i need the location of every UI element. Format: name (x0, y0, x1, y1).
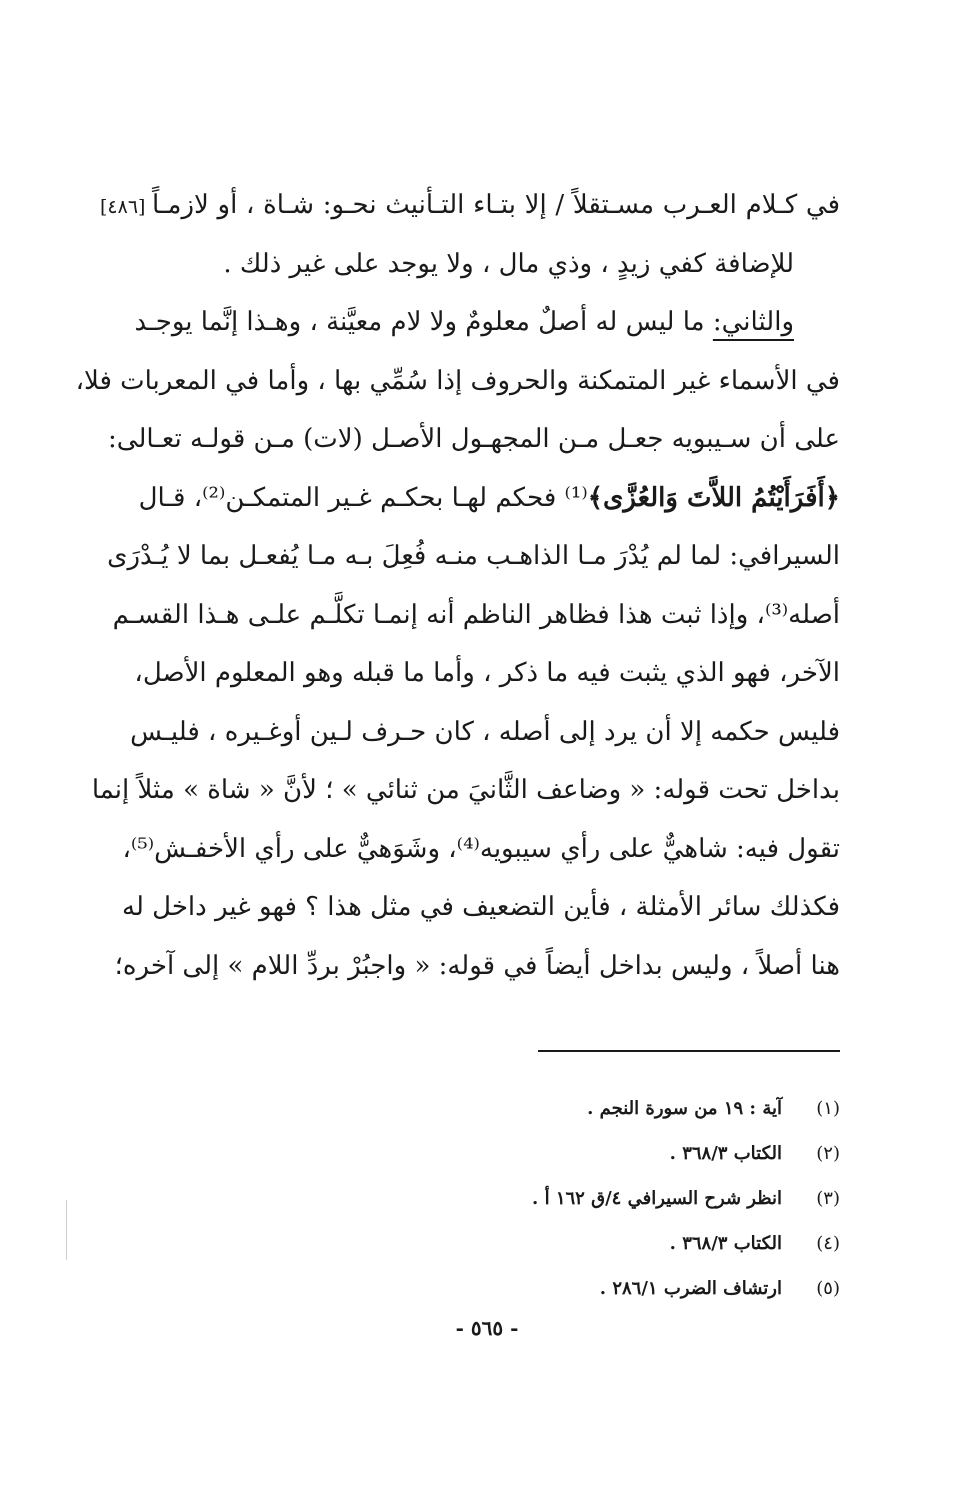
footnote-text: ارتشاف الضرب ٢٨٦/١ . (599, 1278, 782, 1299)
scan-margin-mark (66, 1200, 67, 1260)
footnote-separator (538, 1050, 840, 1052)
quran-verse: ﴿أَفَرَأَيْتُمُ اللاَّتَ وَالعُزَّى﴾ (587, 482, 840, 513)
footnote-item (320, 1131, 840, 1176)
text-line-5: على أن سـيبويه جعـل مـن المجهـول الأصـل (لات) مـن قولـه تعـالى: (108, 424, 840, 454)
text-line-10: فليس حكمه إلا أن يرد إلى أصله ، كان حـرف لـين أوغـيره ، فليـس (130, 716, 840, 747)
text-line-3-rest: ما ليس له أصلٌ معلومٌ ولا لام معيَّنة ، وهـذا إنَّما يوجـد (134, 307, 713, 337)
text-line-11: بداخل تحت قوله: « وضاعف الثَّانيَ من ثنائي » ؛ لأنَّ « شاة » مثلاً إنما (91, 775, 840, 805)
footnote-item (320, 1221, 840, 1266)
text-line-3 (134, 293, 840, 352)
text-line-6 (138, 469, 840, 528)
page-number: - ٥٦٥ - (455, 1316, 519, 1340)
footnote-item (320, 1176, 840, 1221)
text-line-14: هنا أصلاً ، وليس بداخل أيضاً في قوله: « واجبُرْ بردِّ اللام » إلى آخره؛ (114, 950, 840, 981)
text-line-8: أصله⁽³⁾، وإذا ثبت هذا فظاهر الناظم أنه إنمـا تكلَّـم علـى هـذا القسـم (112, 599, 840, 630)
section-heading-second: والثاني: (712, 307, 794, 337)
footnote-text: آية : ١٩ من سورة النجم . (587, 1098, 782, 1119)
footnote-number: (٣) (816, 1188, 840, 1209)
text-line-12: تقول فيه: شاهيٌّ على رأي سيبويه⁽⁴⁾، وشَوَهيٌّ على رأي الأخفـش⁽⁵⁾، (122, 833, 840, 864)
footnotes (320, 1086, 840, 1311)
footnote-text: الكتاب ٣٦٨/٣ . (669, 1233, 782, 1254)
footnote-number: (١) (816, 1098, 840, 1119)
footnote-number: (٤) (816, 1233, 840, 1254)
footnote-number: (٢) (816, 1143, 840, 1164)
text-line-7: السيرافي: لما لم يُدْرَ مـا الذاهـب منـه فُعِلَ بـه مـا يُفعـل بما لا يُـدْرَى (107, 541, 840, 571)
text-line-1: في كـلام العـرب مسـتقلاً / إلا بتـاء التـأنيث نحـو: شـاة ، أو لازمـاً (152, 190, 840, 220)
footnote-text: انظر شرح السيرافي ٤/ق ١٦٢ أ . (532, 1188, 782, 1209)
footnote-item (320, 1086, 840, 1131)
text-line-4: في الأسماء غير المتمكنة والحروف إذا سُمِّي بها ، وأما في المعربات فلا، (75, 365, 840, 396)
footnote-item (320, 1266, 840, 1311)
footnote-text: الكتاب ٣٦٨/٣ . (669, 1143, 782, 1164)
text-line-9: الآخر، فهو الذي يثبت فيه ما ذكر ، وأما ما قبله وهو المعلوم الأصل، (134, 658, 840, 688)
text-line-6-rest: ⁽¹⁾ فحكم لهـا بحكـم غـير المتمكـن⁽²⁾، قـال (138, 482, 588, 513)
text-line-2: للإضافة كفي زيدٍ ، وذي مال ، ولا يوجد على غير ذلك . (223, 248, 794, 279)
margin-page-reference: [٤٨٦] (100, 196, 146, 218)
text-line-13: فكذلك سائر الأمثلة ، فأين التضعيف في مثل هذا ؟ فهو غير داخل له (122, 892, 840, 922)
footnote-number: (٥) (816, 1278, 840, 1299)
